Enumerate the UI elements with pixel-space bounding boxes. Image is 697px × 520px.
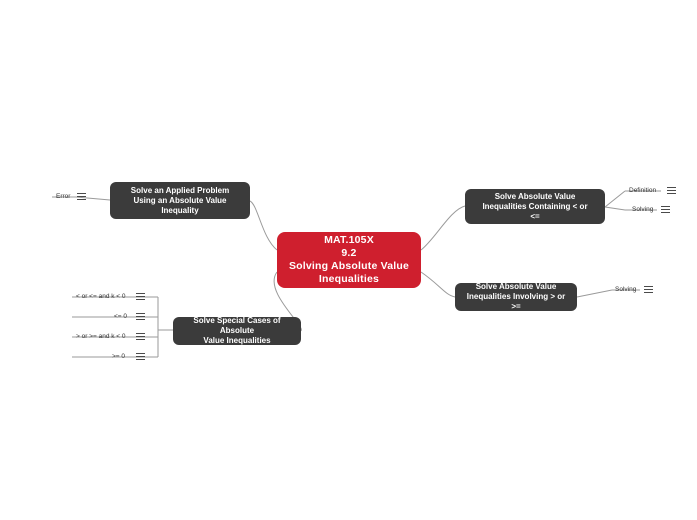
leaf-label-lte-zero[interactable]: <= 0 xyxy=(114,313,128,320)
leaf-label-definition[interactable]: Definition xyxy=(629,187,657,194)
node-special-cases-line-1: Solve Special Cases of Absolute xyxy=(193,316,281,335)
leaf-label-gt-k-negative[interactable]: > or >= and k < 0 xyxy=(76,333,126,340)
hamburger-menu-icon[interactable] xyxy=(667,187,676,194)
hamburger-menu-icon[interactable] xyxy=(661,206,670,213)
hamburger-menu-icon[interactable] xyxy=(136,293,145,300)
leaf-label-gte-zero[interactable]: >= 0 xyxy=(112,353,126,360)
hamburger-menu-icon[interactable] xyxy=(644,286,653,293)
node-applied-problem-line-3: Inequality xyxy=(161,205,199,215)
node-containing-less-than-line-3: <= xyxy=(530,211,540,221)
leaf-label-solving-gt[interactable]: Solving xyxy=(615,286,637,293)
central-topic-line-3: Solving Absolute Value xyxy=(288,260,410,272)
node-applied-problem[interactable] xyxy=(110,182,250,219)
node-containing-less-than-line-1: Solve Absolute Value xyxy=(494,191,576,201)
central-topic-line-2: 9.2 xyxy=(341,247,357,259)
hamburger-menu-icon[interactable] xyxy=(136,313,145,320)
leaf-label-solving-lt[interactable]: Solving xyxy=(632,206,654,213)
central-topic-node[interactable] xyxy=(277,232,421,288)
node-involving-greater-than-line-2: Inequalities Involving > or >= xyxy=(466,292,566,311)
hamburger-menu-icon[interactable] xyxy=(77,193,86,200)
leaf-label-error[interactable]: Error xyxy=(56,193,71,200)
node-involving-greater-than-line-1: Solve Absolute Value xyxy=(475,282,557,291)
hamburger-menu-icon[interactable] xyxy=(136,353,145,360)
node-applied-problem-line-2: Using an Absolute Value xyxy=(133,195,227,205)
node-involving-greater-than[interactable] xyxy=(455,283,577,311)
node-special-cases[interactable] xyxy=(173,317,301,345)
central-topic-line-4: Inequalities xyxy=(318,273,380,285)
leaf-label-lt-k-negative[interactable]: < or <= and k < 0 xyxy=(76,293,126,300)
node-containing-less-than-line-2: Inequalities Containing < or xyxy=(482,201,588,211)
hamburger-menu-icon[interactable] xyxy=(136,333,145,340)
central-topic-line-1: MAT.105X xyxy=(324,234,374,246)
node-applied-problem-line-1: Solve an Applied Problem xyxy=(130,185,230,195)
node-containing-less-than[interactable] xyxy=(465,189,605,224)
node-special-cases-line-2: Value Inequalities xyxy=(203,336,271,345)
